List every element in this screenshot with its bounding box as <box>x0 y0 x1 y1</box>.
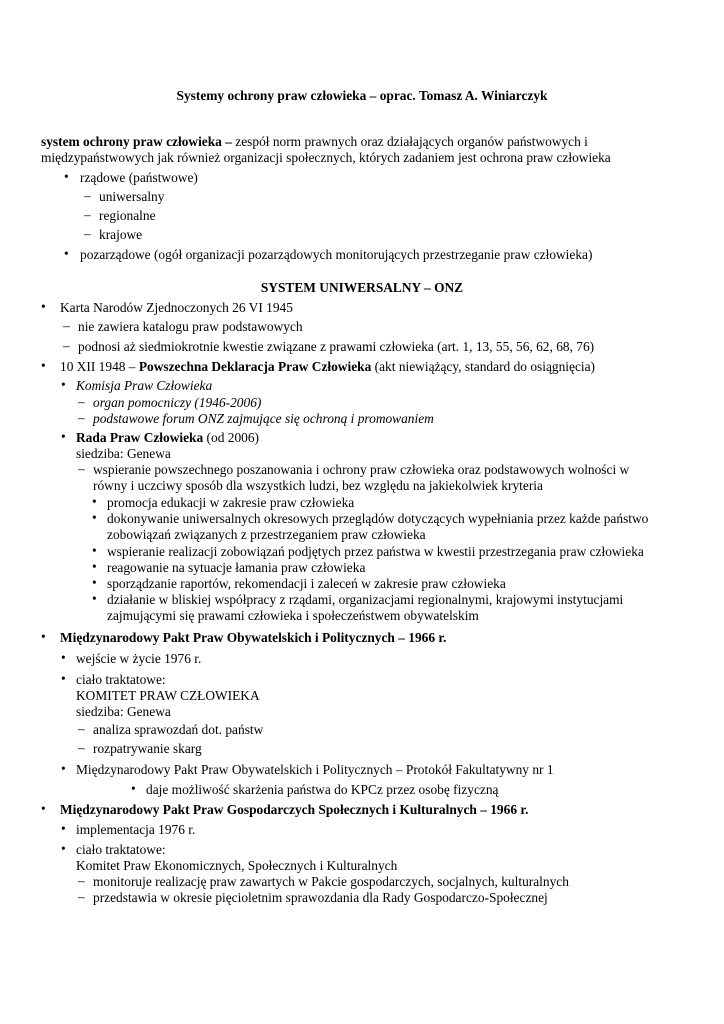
dash-icon <box>78 461 85 477</box>
commission-item: organ pomocniczy (1946-2006) <box>93 395 262 410</box>
bullet-icon <box>41 801 46 817</box>
bullet-icon <box>61 671 66 687</box>
intro-definition-line1 <box>41 134 588 150</box>
dash-icon <box>78 394 85 410</box>
type-gov: rządowe (państwowe) <box>80 170 198 185</box>
bullet-icon <box>61 377 66 393</box>
declaration-line <box>60 359 595 375</box>
bullet-icon <box>92 591 97 607</box>
intro-definition-line2: międzypaństwowych jak również organizacji społecznych, których zadaniem jest ochrona praw człowieka <box>41 150 611 165</box>
dash-icon <box>63 338 70 354</box>
dash-icon <box>84 207 91 223</box>
iccpr-title: Międzynarodowy Pakt Praw Obywatelskich i Politycznych – 1966 r. <box>60 630 447 645</box>
dash-icon <box>78 721 85 737</box>
declaration-note: (akt niewiążący, standard do osiągnięcia) <box>374 359 596 374</box>
bullet-icon <box>61 761 66 777</box>
iccpr-protocol: Międzynarodowy Pakt Praw Obywatelskich i Politycznych – Protokół Fakultatywny nr 1 <box>76 762 554 777</box>
dash-icon <box>78 410 85 426</box>
dash-icon <box>84 188 91 204</box>
bullet-icon <box>41 358 46 374</box>
council-task: dokonywanie uniwersalnych okresowych przeglądów dotyczących wypełniania przez każde państwo <box>107 511 649 526</box>
bullet-icon <box>61 841 66 857</box>
council-task: promocja edukacji w zakresie praw człowieka <box>107 495 355 510</box>
type-ngo: pozarządowe (ogół organizacji pozarządowych monitorujących przestrzeganie praw człowieka) <box>80 247 593 262</box>
council-task: działanie w bliskiej współpracy z rządami, organizacjami regionalnymi, krajowymi instytucjami <box>107 592 624 607</box>
intro-text: zespół norm prawnych oraz działających organów państwowych i <box>231 134 588 149</box>
council-name: Rada Praw Człowieka <box>76 430 204 445</box>
icescr-impl: implementacja 1976 r. <box>76 822 196 837</box>
dash-icon <box>78 873 85 889</box>
bullet-icon <box>92 510 97 526</box>
declaration-date: 10 XII 1948 – <box>60 359 136 374</box>
declaration-name: Powszechna Deklaracja Praw Człowieka <box>138 359 372 374</box>
council-task: reagowanie na sytuacje łamania praw człowieka <box>107 560 366 575</box>
bullet-icon <box>41 299 46 315</box>
bullet-icon <box>92 559 97 575</box>
icescr-body-label: ciało traktatowe: <box>76 842 166 857</box>
icescr-item: przedstawia w okresie pięcioletnim sprawozdania dla Rady Gospodarczo-Społecznej <box>93 890 548 905</box>
type-gov-item: krajowe <box>99 227 143 242</box>
bullet-icon <box>92 543 97 559</box>
bullet-icon <box>64 169 69 185</box>
charter-label: Karta Narodów Zjednoczonych 26 VI 1945 <box>60 300 293 315</box>
iccpr-item: rozpatrywanie skarg <box>93 741 202 756</box>
bullet-icon <box>92 575 97 591</box>
commission-item: podstawowe forum ONZ zajmujące się ochroną i promowaniem <box>93 411 434 426</box>
page-title: Systemy ochrony praw człowieka – oprac. Tomasz A. Winiarczyk <box>176 88 548 103</box>
dash-icon <box>78 889 85 905</box>
council-task-cont: zajmującymi się prawami człowieka i społeczeństwem obywatelskim <box>107 608 479 623</box>
charter-item: podnosi aż siedmiokrotnie kwestie związane z prawami człowieka (art. 1, 13, 55, 56, 62, 68, 76) <box>78 339 595 354</box>
bullet-icon <box>41 629 46 645</box>
bullet-icon <box>61 650 66 666</box>
council-support-line2: równy i uczciwy sposób dla wszystkich ludzi, bez względu na jakiekolwiek kryteria <box>93 478 543 493</box>
iccpr-entry: wejście w życie 1976 r. <box>76 651 202 666</box>
intro-term: system ochrony praw człowieka – <box>41 134 232 149</box>
bullet-icon <box>131 781 136 797</box>
iccpr-item: analiza sprawozdań dot. państw <box>93 722 264 737</box>
icescr-item: monitoruje realizację praw zawartych w Pakcie gospodarczych, socjalnych, kulturalnych <box>93 874 569 889</box>
bullet-icon <box>64 246 69 262</box>
iccpr-body-label: ciało traktatowe: <box>76 672 166 687</box>
council-since: (od 2006) <box>203 430 259 445</box>
icescr-body-name: Komitet Praw Ekonomicznych, Społecznych i Kulturalnych <box>76 858 398 873</box>
dash-icon <box>84 226 91 242</box>
iccpr-protocol-item: daje możliwość skarżenia państwa do KPCz przez osobę fizyczną <box>146 782 499 797</box>
council-support-line1: wspieranie powszechnego poszanowania i ochrony praw człowieka oraz podstawowych wolności w <box>93 462 630 477</box>
type-gov-item: regionalne <box>99 208 156 223</box>
council-task-cont: zobowiązań związanych z przestrzeganiem praw człowieka <box>107 527 426 542</box>
bullet-icon <box>61 429 66 445</box>
dash-icon <box>63 318 70 334</box>
council-task: wspieranie realizacji zobowiązań podjętych przez państwa w kwestii przestrzegania praw człowieka <box>107 544 644 559</box>
icescr-title: Międzynarodowy Pakt Praw Gospodarczych Społecznych i Kulturalnych – 1966 r. <box>60 802 529 817</box>
iccpr-seat: siedziba: Genewa <box>76 704 171 719</box>
section-heading: SYSTEM UNIWERSALNY – ONZ <box>260 280 464 295</box>
council-heading <box>76 430 259 446</box>
type-gov-item: uniwersalny <box>99 189 165 204</box>
bullet-icon <box>61 821 66 837</box>
charter-item: nie zawiera katalogu praw podstawowych <box>78 319 303 334</box>
iccpr-body-name: KOMITET PRAW CZŁOWIEKA <box>76 688 260 703</box>
council-task: sporządzanie raportów, rekomendacji i zaleceń w zakresie praw człowieka <box>107 576 506 591</box>
dash-icon <box>78 740 85 756</box>
council-seat: siedziba: Genewa <box>76 446 171 461</box>
commission-name: Komisja Praw Człowieka <box>76 378 213 393</box>
bullet-icon <box>92 494 97 510</box>
